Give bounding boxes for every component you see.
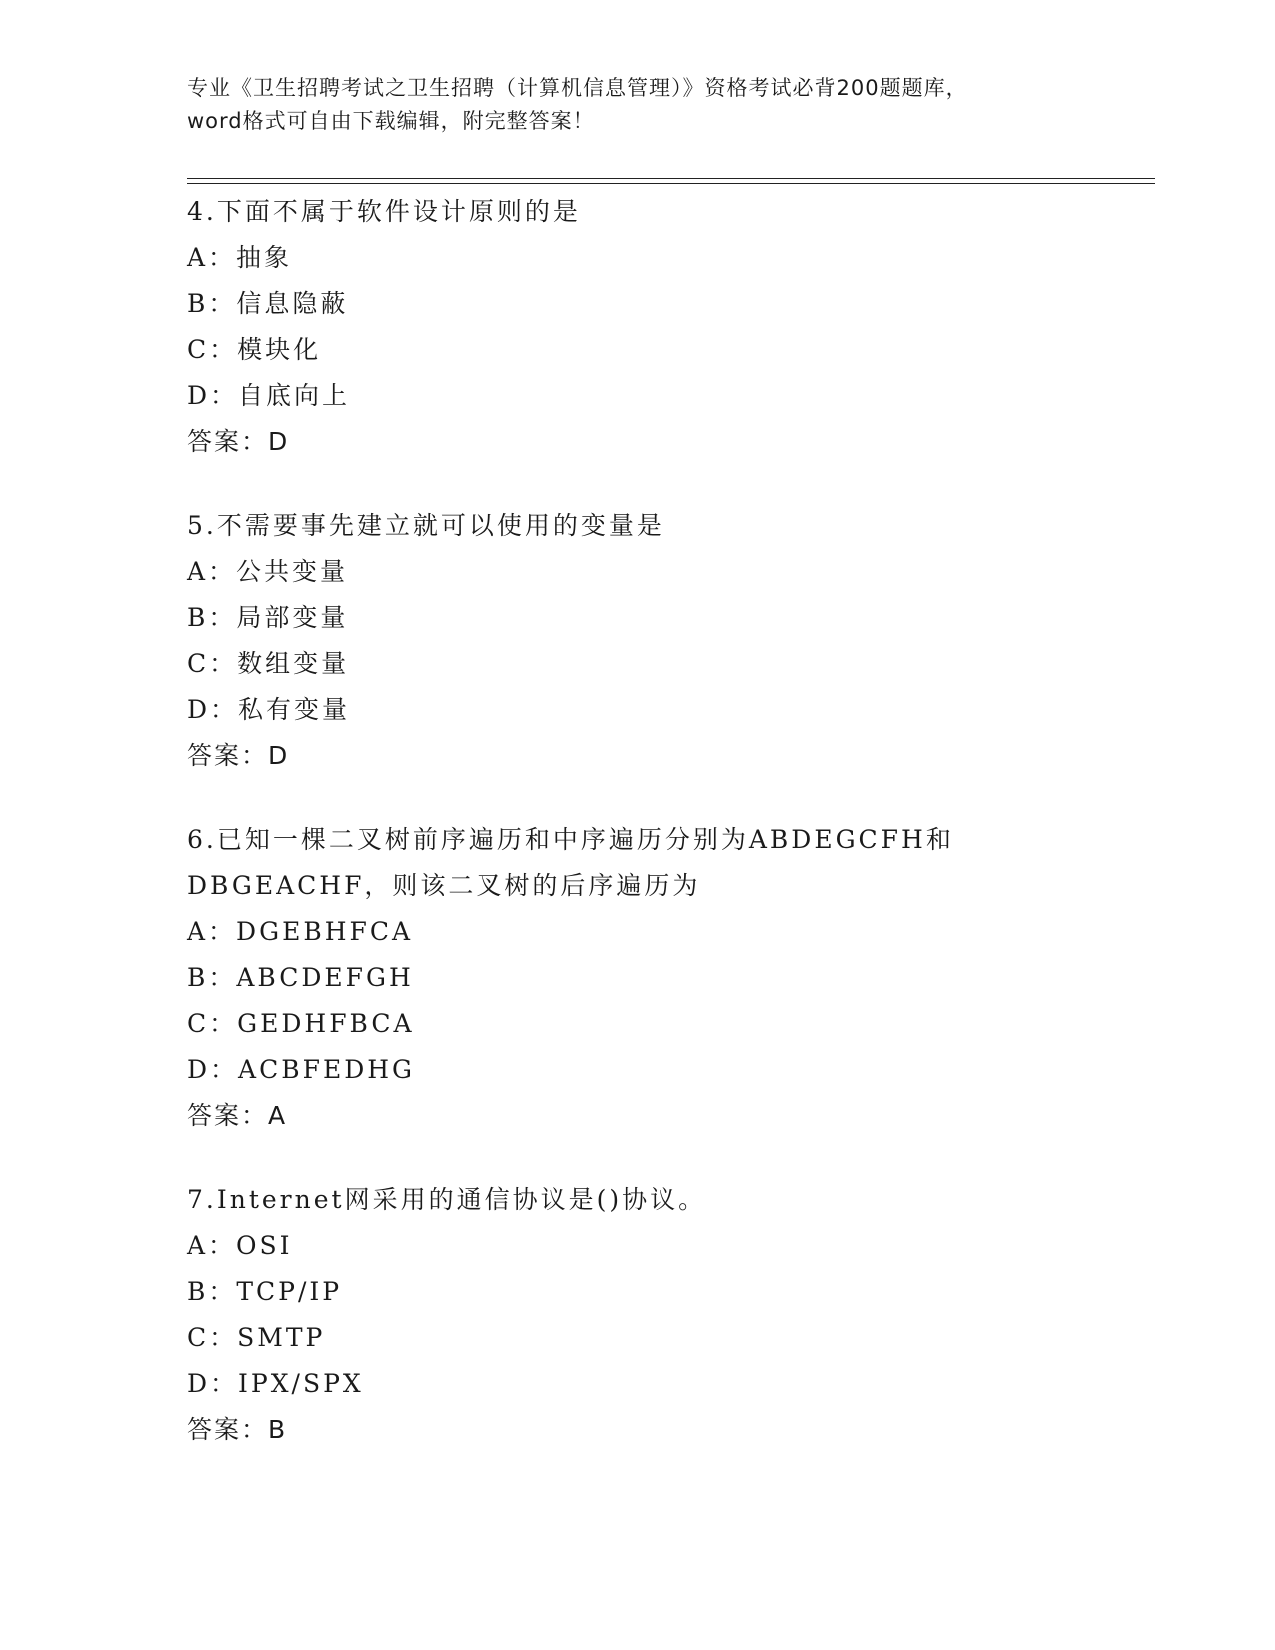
question-option: C：GEDHFBCA	[187, 1009, 415, 1038]
question-option: B：信息隐蔽	[187, 289, 349, 318]
question-title: 5.不需要事先建立就可以使用的变量是	[187, 511, 665, 540]
header-divider-top	[187, 178, 1155, 179]
question-block	[187, 817, 1087, 1139]
question-option: A：公共变量	[187, 557, 349, 586]
question-block	[187, 1177, 1087, 1453]
question-option: D：ACBFEDHG	[187, 1055, 416, 1084]
question-list	[187, 189, 1087, 1491]
header-line-2: word格式可自由下载编辑，附完整答案！	[187, 109, 595, 133]
question-option: C：数组变量	[187, 649, 350, 678]
question-option: D：IPX/SPX	[187, 1369, 364, 1398]
question-answer: 答案：D	[187, 427, 290, 456]
question-title: 7.Internet网采用的通信协议是()协议。	[187, 1185, 707, 1214]
question-title: 6.已知一棵二叉树前序遍历和中序遍历分别为ABDEGCFH和DBGEACHF，则该二叉树的后序遍历为	[187, 825, 954, 900]
question-answer: 答案：A	[187, 1101, 288, 1130]
question-option: B：TCP/IP	[187, 1277, 343, 1306]
question-option: C：模块化	[187, 335, 322, 364]
question-option: D：私有变量	[187, 695, 351, 724]
question-option: B：局部变量	[187, 603, 349, 632]
question-block	[187, 189, 1087, 465]
header-line-1: 专业《卫生招聘考试之卫生招聘（计算机信息管理）》资格考试必背200题题库，	[187, 76, 968, 100]
question-option: B：ABCDEFGH	[187, 963, 414, 992]
question-option: A：抽象	[187, 243, 293, 272]
question-option: C：SMTP	[187, 1323, 326, 1352]
question-title: 4.下面不属于软件设计原则的是	[187, 197, 581, 226]
header-divider-bottom	[187, 183, 1155, 184]
question-option: A：DGEBHFCA	[187, 917, 414, 946]
question-option: A：OSI	[187, 1231, 293, 1260]
document-header	[187, 72, 1087, 138]
question-answer: 答案：B	[187, 1415, 288, 1444]
question-block	[187, 503, 1087, 779]
question-answer: 答案：D	[187, 741, 290, 770]
document-page	[187, 0, 1157, 1650]
question-option: D：自底向上	[187, 381, 351, 410]
